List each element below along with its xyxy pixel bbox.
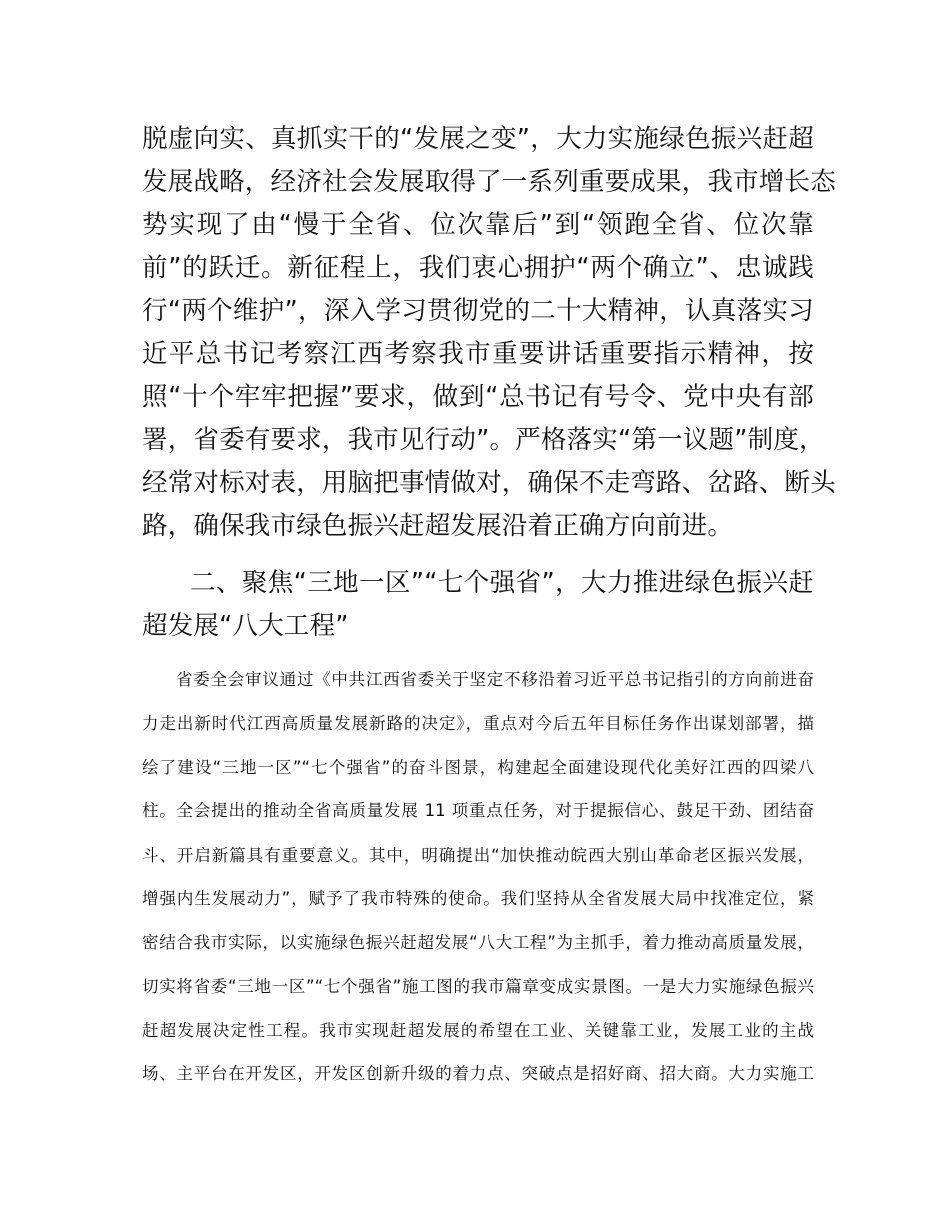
paragraph-two-line: 斗、开启新篇具有重要意义。其中，明确提出“加快推动皖西大别山革命老区振兴发展， xyxy=(142,846,814,865)
section-heading-line: 二、聚焦“三地一区”“七个强省”，大力推进绿色振兴赶 xyxy=(190,568,814,598)
paragraph-one-line: 路，确保我市绿色振兴赶超发展沿着正确方向前进。 xyxy=(142,511,734,541)
paragraph-one-line: 脱虚向实、真抓实干的“发展之变”，大力实施绿色振兴赶超 xyxy=(142,124,814,154)
paragraph-one-line: 发展战略，经济社会发展取得了一系列重要成果，我市增长态 xyxy=(142,167,836,197)
paragraph-one-line: 照“十个牢牢把握”要求，做到“总书记有号令、党中央有部 xyxy=(142,382,814,412)
paragraph-one-line: 行“两个维护”，深入学习贯彻党的二十大精神，认真落实习 xyxy=(142,296,814,326)
paragraph-two-line: 省委全会审议通过《中共江西省委关于坚定不移沿着习近平总书记指引的方向前进奋 xyxy=(176,670,814,689)
paragraph-two-line: 切实将省委“三地一区”“七个强省”施工图的我市篇章变成实景图。一是大力实施绿色振兴 xyxy=(142,977,814,996)
paragraph-one-line: 经常对标对表，用脑把事情做对，确保不走弯路、岔路、断头 xyxy=(142,468,836,498)
paragraph-two-line: 场、主平台在开发区，开发区创新升级的着力点、突破点是招好商、招大商。大力实施工 xyxy=(142,1064,814,1083)
paragraph-one-line: 署，省委有要求，我市见行动”。严格落实“第一议题”制度， xyxy=(142,425,825,455)
paragraph-two-line: 赶超发展决定性工程。我市实现赶超发展的希望在工业、关键靠工业，发展工业的主战 xyxy=(142,1021,814,1040)
paragraph-two-line: 绘了建设“三地一区”“七个强省”的奋斗图景，构建起全面建设现代化美好江西的四梁八 xyxy=(142,758,814,777)
paragraph-one-line: 近平总书记考察江西考察我市重要讲话重要指示精神，按 xyxy=(142,339,814,369)
paragraph-two-line: 柱。全会提出的推动全省高质量发展 11 项重点任务，对于提振信心、鼓足干劲、团结奋 xyxy=(142,801,814,820)
section-heading-line: 超发展“八大工程” xyxy=(142,611,349,641)
paragraph-two-line: 力走出新时代江西高质量发展新路的决定》，重点对今后五年目标任务作出谋划部署，描 xyxy=(142,714,814,733)
paragraph-one-line: 前”的跃迁。新征程上，我们衷心拥护“两个确立”、忠诚践 xyxy=(142,253,814,283)
paragraph-one-line: 势实现了由“慢于全省、位次靠后”到“领跑全省、位次靠 xyxy=(142,210,814,240)
paragraph-two-line: 增强内生发展动力”，赋予了我市特殊的使命。我们坚持从全省发展大局中找准定位，紧 xyxy=(142,889,814,908)
paragraph-two-line: 密结合我市实际，以实施绿色振兴赶超发展“八大工程”为主抓手，着力推动高质量发展， xyxy=(142,933,814,952)
